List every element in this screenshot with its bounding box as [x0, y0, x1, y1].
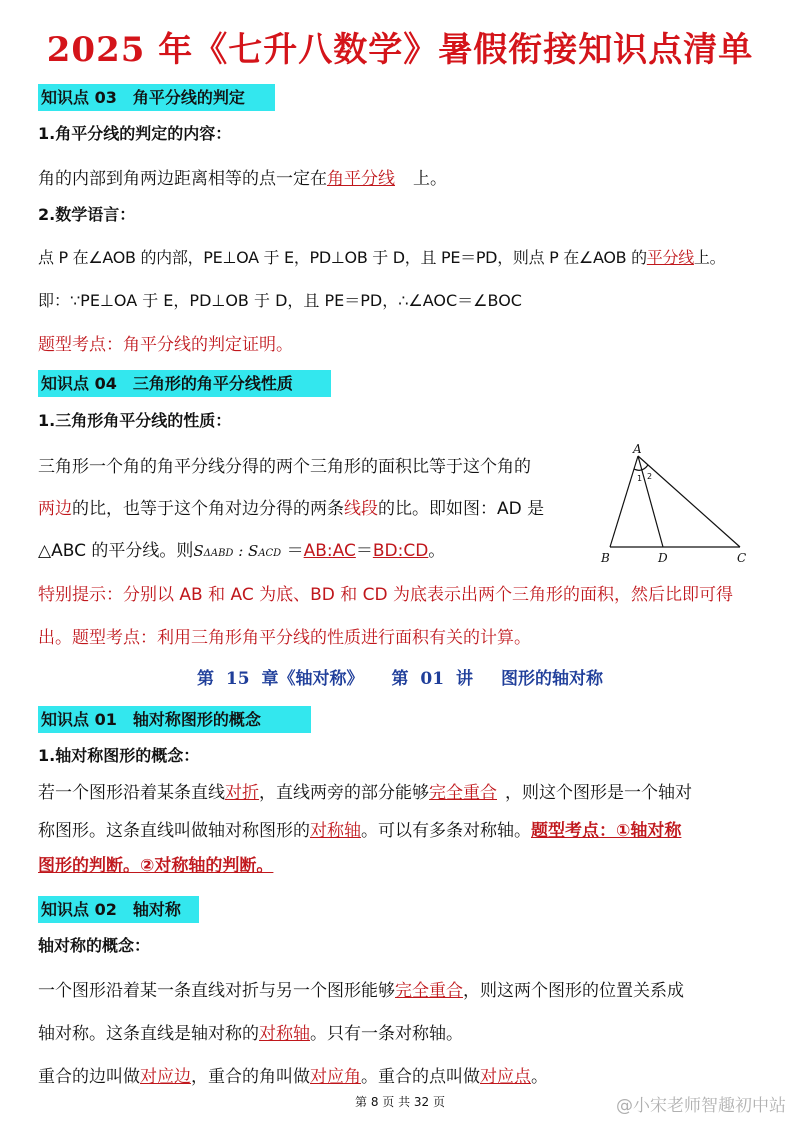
- kp03-exam-point: 题型考点：角平分线的判定证明。: [38, 335, 293, 355]
- side-ab: [610, 456, 638, 547]
- kp03-subheading-2: 2.数学语言：: [38, 205, 136, 224]
- kp01-subheading-1: 1.轴对称图形的概念：: [38, 746, 200, 765]
- kp02-line-3: 重合的边叫做对应边，重合的角叫做对应角。重合的点叫做对应点。: [38, 1067, 548, 1087]
- kp01-exam-point: 图形的判断。②对称轴的判断。: [38, 856, 274, 876]
- kp03-line-3: 即：∵PE⊥OA 于 E，PD⊥OB 于 D，且 PE＝PD，∴∠AOC＝∠BOC: [38, 291, 522, 310]
- kp03-heading: 知识点 03 角平分线的判定: [38, 84, 275, 111]
- answer-bd-cd: BD:CD: [372, 541, 429, 561]
- answer-axis-2: 对称轴: [259, 1024, 310, 1044]
- answer-coincide-2: 完全重合: [395, 981, 463, 1001]
- kp04-line-2: 两边的比，也等于这个角对边分得的两条线段的比。即如图：AD 是: [38, 499, 545, 519]
- kp04-line-1: 三角形一个角的角平分线分得的两个三角形的面积比等于这个角的: [38, 457, 531, 477]
- label-c: C: [737, 551, 747, 565]
- kp04-subheading-1: 1.三角形角平分线的性质：: [38, 411, 232, 430]
- label-b: B: [601, 551, 610, 565]
- label-angle-1: 1: [637, 474, 643, 483]
- answer-bisector: 平分线: [646, 248, 694, 267]
- kp03-line-2: 点 P 在∠AOB 的内部，PE⊥OA 于 E，PD⊥OB 于 D，且 PE＝PD，则点 P 在∠AOB 的平分线上。: [38, 248, 726, 267]
- label-a: A: [633, 442, 642, 456]
- answer-corresponding-side: 对应边: [140, 1067, 191, 1087]
- triangle-abc-figure: [590, 440, 765, 570]
- kp03-line-1: 角的内部到角两边距离相等的点一定在角平分线 上。: [38, 169, 447, 189]
- kp02-subheading-1: 轴对称的概念：: [38, 936, 151, 955]
- answer-angle-bisector: 角平分线: [327, 169, 395, 189]
- answer-coincide: 完全重合: [429, 783, 497, 803]
- answer-corresponding-point: 对应点: [480, 1067, 531, 1087]
- kp03-subheading-1: 1.角平分线的判定的内容：: [38, 124, 232, 143]
- kp01-heading: 知识点 01 轴对称图形的概念: [38, 706, 311, 733]
- answer-axis: 对称轴: [310, 821, 361, 841]
- side-ac: [638, 456, 740, 547]
- watermark: @小宋老师智趣初中站: [616, 1096, 786, 1116]
- answer-ab-ac: AB:AC: [303, 541, 356, 561]
- kp01-line-2: 称图形。这条直线叫做轴对称图形的对称轴。可以有多条对称轴。题型考点：①轴对称: [38, 821, 682, 841]
- kp02-heading: 知识点 02 轴对称: [38, 896, 199, 923]
- page-title: 2025 年《七升八数学》暑假衔接知识点清单: [46, 30, 754, 70]
- kp04-tip-line-2: 出。题型考点：利用三角形角平分线的性质进行面积有关的计算。: [38, 628, 531, 648]
- kp04-heading: 知识点 04 三角形的角平分线性质: [38, 370, 331, 397]
- answer-corresponding-angle: 对应角: [310, 1067, 361, 1087]
- label-d: D: [658, 551, 668, 565]
- kp02-line-2: 轴对称。这条直线是轴对称的对称轴。只有一条对称轴。: [38, 1024, 463, 1044]
- kp04-tip-line-1: 特别提示：分别以 AB 和 AC 为底、BD 和 CD 为底表示出两个三角形的面积，然后比即可得: [38, 585, 734, 605]
- kp02-line-1: 一个图形沿着某一条直线对折与另一个图形能够完全重合，则这两个图形的位置关系成: [38, 981, 684, 1001]
- label-angle-2: 2: [647, 472, 653, 481]
- page-number: 第 8 页 共 32 页: [355, 1095, 445, 1109]
- answer-fold: 对折: [225, 783, 259, 803]
- kp01-line-1: 若一个图形沿着某条直线对折，直线两旁的部分能够完全重合 ，则这个图形是一个轴对: [38, 783, 692, 803]
- chapter-heading: 第 15 章《轴对称》 第 01 讲 图形的轴对称: [197, 669, 603, 689]
- kp04-line-3: △ABC 的平分线。则SΔABD : SACD ＝AB:AC＝BD:CD。: [38, 541, 446, 561]
